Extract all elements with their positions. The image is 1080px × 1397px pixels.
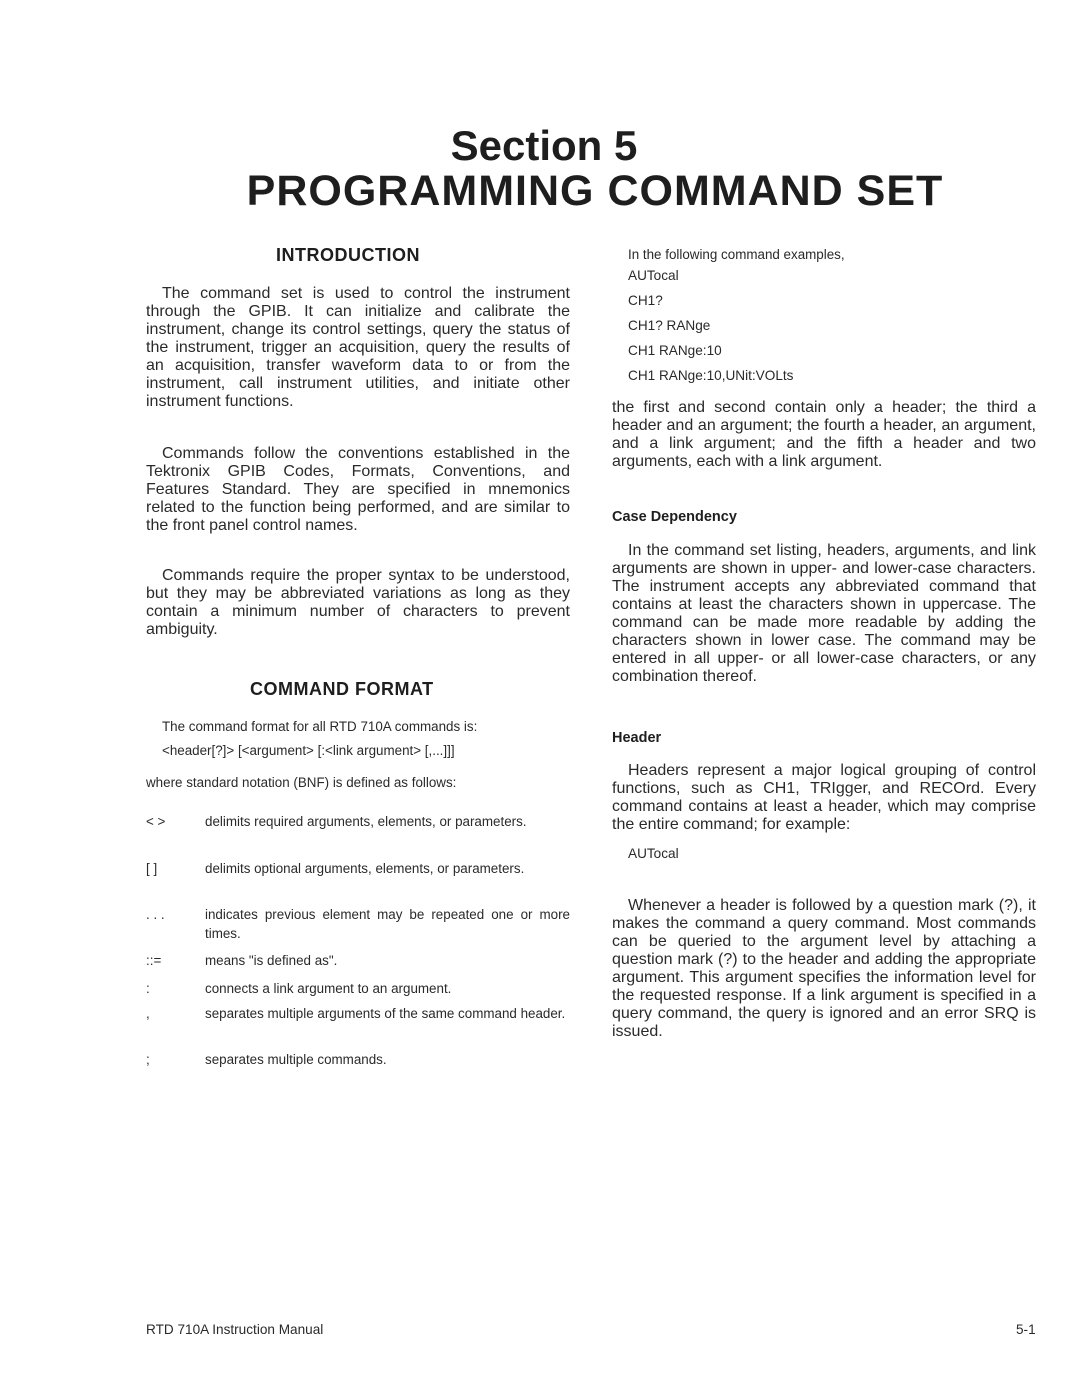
command-format-intro: The command format for all RTD 710A commands is: xyxy=(162,719,478,734)
notation-description: delimits required arguments, elements, or parameters. xyxy=(205,814,527,829)
command-syntax: <header[?]> [<argument> [:<link argument> [,...]]] xyxy=(162,743,455,758)
header-heading: Header xyxy=(612,730,662,746)
examples-intro: In the following command examples, xyxy=(628,247,845,262)
introduction-paragraph-3: Commands require the proper syntax to be understood, but they may be abbreviated variations as long as they contain a minimum number of characters to prevent ambiguity. xyxy=(146,567,570,638)
notation-description: delimits optional arguments, elements, or parameters. xyxy=(205,861,525,876)
example-command: AUTocal xyxy=(628,268,679,283)
notation-symbol: ::= xyxy=(146,953,162,968)
example-command: CH1 RANge:10 xyxy=(628,343,722,358)
example-command: CH1? RANge xyxy=(628,318,711,333)
notation-description: connects a link argument to an argument. xyxy=(205,981,452,996)
notation-description: separates multiple commands. xyxy=(205,1052,387,1067)
bnf-intro: where standard notation (BNF) is defined as follows: xyxy=(146,775,457,790)
footer-page-number: 5-1 xyxy=(1016,1322,1036,1337)
section-number-heading: Section 5 xyxy=(450,122,638,169)
header-paragraph-1: Headers represent a major logical grouping of control functions, such as CH1, TRIgger, and RECOrd. Every command contains at least a header, which may comprise the entire command; for example: xyxy=(612,762,1036,833)
case-dependency-paragraph: In the command set listing, headers, arguments, and link arguments are shown in upper- and lower-case characters. The instrument accepts any abbreviated command that contains at least the characters shown in uppercase. The command can be made more readable by adding the characters shown in lower case. The command may be entered in all upper- or all lower-case characters, or any combination thereof. xyxy=(612,542,1036,685)
example-command: CH1 RANge:10,UNit:VOLts xyxy=(628,368,794,383)
case-dependency-heading: Case Dependency xyxy=(612,509,737,525)
notation-symbol: ; xyxy=(146,1052,150,1067)
notation-description: means "is defined as". xyxy=(205,953,338,968)
introduction-paragraph-2: Commands follow the conventions established in the Tektronix GPIB Codes, Formats, Conventions, and Features Standard. They are specified in mnemonics related to the function being performed, and are similar to the front panel control names. xyxy=(146,445,570,534)
notation-description: separates multiple arguments of the same command header. xyxy=(205,1006,566,1021)
footer-manual-title: RTD 710A Instruction Manual xyxy=(146,1322,324,1337)
examples-explanation: the first and second contain only a header; the third a header and an argument; the fourth a header, an argument, and a link argument; and the fifth a header and two arguments, each with a link argument. xyxy=(612,399,1036,470)
header-paragraph-2: Whenever a header is followed by a question mark (?), it makes the command a query command. Most commands can be queried to the argument level by attaching a question mark (?) to the header and adding the appropriate argument. This argument specifies the information level for the requested response. If a link argument is specified in a query command, the query is ignored and an error SRQ is issued. xyxy=(612,897,1036,1040)
introduction-heading: INTRODUCTION xyxy=(276,245,420,265)
header-example-command: AUTocal xyxy=(628,846,679,861)
command-format-heading: COMMAND FORMAT xyxy=(250,679,434,699)
example-command: CH1? xyxy=(628,293,663,308)
notation-symbol: : xyxy=(146,981,150,996)
notation-description: indicates previous element may be repeated one or more times. xyxy=(205,907,570,942)
notation-symbol: < > xyxy=(146,814,166,829)
notation-symbol: [ ] xyxy=(146,861,158,876)
section-title-heading: PROGRAMMING COMMAND SET xyxy=(246,167,944,215)
notation-symbol: . . . xyxy=(146,907,165,922)
notation-symbol: , xyxy=(146,1006,150,1021)
introduction-paragraph-1: The command set is used to control the instrument through the GPIB. It can initialize and calibrate the instrument, change its control settings, query the status of the instrument, trigger an acquisition, query the results of an acquisition, transfer waveform data to or from the instrument, call instrument utilities, and initiate other instrument functions. xyxy=(146,285,570,410)
